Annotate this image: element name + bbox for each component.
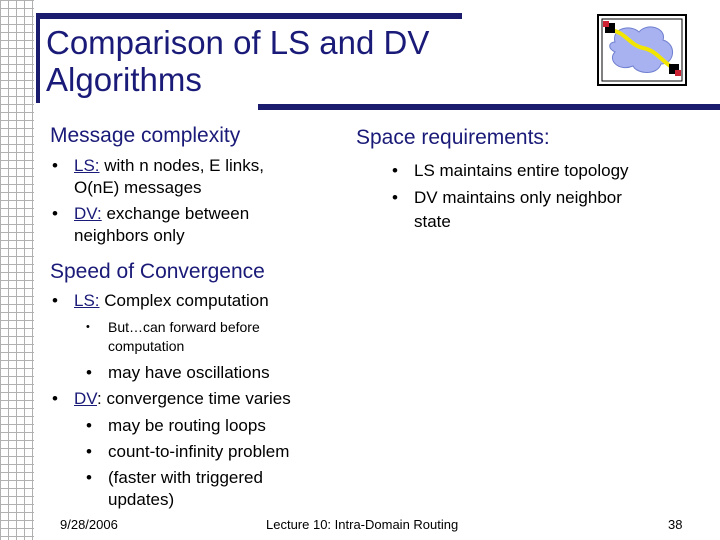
footer-date: 9/28/2006	[60, 517, 118, 532]
dv-text: exchange between	[101, 204, 250, 223]
sub-list-item-cont: computation	[108, 338, 185, 354]
list-item-cont: state	[414, 212, 451, 231]
grid-pattern-strip	[0, 0, 34, 540]
ls-label: LS:	[74, 291, 100, 310]
bullet-icon: •	[86, 468, 92, 487]
message-complexity-heading: Message complexity	[50, 124, 241, 147]
ls-text: with n nodes, E links,	[99, 156, 264, 175]
bullet-icon: •	[392, 188, 398, 207]
bullet-icon: •	[52, 204, 58, 223]
bullet-icon: •	[52, 291, 58, 310]
sub-list-item-cont: updates)	[108, 490, 175, 509]
bullet-icon: •	[52, 389, 58, 408]
ls-text: Complex computation	[99, 291, 269, 310]
bullet-icon: •	[392, 161, 398, 180]
dv-text: : convergence time varies	[97, 389, 291, 408]
footer-title: Lecture 10: Intra-Domain Routing	[266, 517, 459, 532]
bullet-icon: •	[86, 321, 90, 333]
ls-label: LS:	[74, 156, 100, 175]
list-item-cont: O(nE) messages	[74, 178, 202, 197]
dv-label: DV:	[74, 204, 102, 223]
left-rule	[36, 19, 40, 103]
title-underline-rule	[258, 104, 720, 110]
page-number: 38	[668, 517, 683, 532]
space-requirements-heading: Space requirements:	[356, 126, 550, 149]
bullet-icon: •	[52, 156, 58, 175]
bullet-icon: •	[86, 416, 92, 435]
dv-label: DV	[74, 389, 97, 408]
speed-of-convergence-heading: Speed of Convergence	[50, 260, 265, 283]
top-rule	[36, 13, 462, 19]
slide-title: Comparison of LS and DV Algorithms	[46, 24, 430, 98]
bullet-icon: •	[86, 442, 92, 461]
list-item-cont: neighbors only	[74, 226, 185, 245]
bullet-icon: •	[86, 363, 92, 382]
network-cloud-logo-icon	[597, 14, 687, 86]
